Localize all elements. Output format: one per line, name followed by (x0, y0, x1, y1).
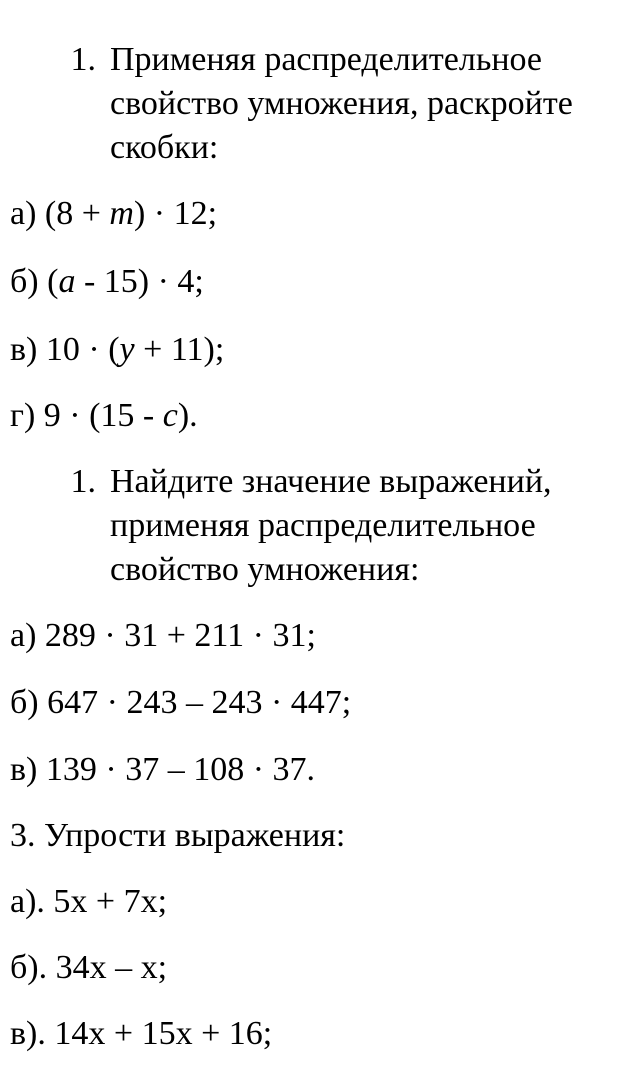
task-1-item-g: г) 9 · (15 - c). (10, 397, 198, 434)
task-2-item-b: б) 647 · 243 – 243 · 447; (10, 684, 352, 721)
task-2-heading (0, 460, 642, 592)
task-1-number: 1. (70, 41, 96, 78)
task-3-heading: 3. Упрости выражения: (10, 817, 346, 854)
task-1-item-b: б) (a - 15) · 4; (10, 263, 204, 300)
task-1-item-a: а) (8 + m) · 12; (10, 195, 218, 232)
task-2-item-a: а) 289 · 31 + 211 · 31; (10, 617, 316, 654)
task-2-text: Найдите значение выражений, применяя распределительное свойство умножения: (110, 463, 552, 588)
task-3-item-v: в). 14x + 15x + 16; (10, 1015, 273, 1052)
task-2-item-v: в) 139 · 37 – 108 · 37. (10, 751, 316, 788)
task-1-heading (0, 38, 642, 170)
task-2-number: 1. (70, 463, 96, 500)
task-1-text: Применяя распределительное свойство умножения, раскройте скобки: (110, 41, 573, 166)
task-2 (0, 460, 642, 592)
task-3-item-a: а). 5x + 7x; (10, 883, 168, 920)
task-3-item-b: б). 34x – x; (10, 949, 168, 986)
task-1-item-v: в) 10 · (y + 11); (10, 331, 225, 368)
task-1 (0, 38, 642, 170)
